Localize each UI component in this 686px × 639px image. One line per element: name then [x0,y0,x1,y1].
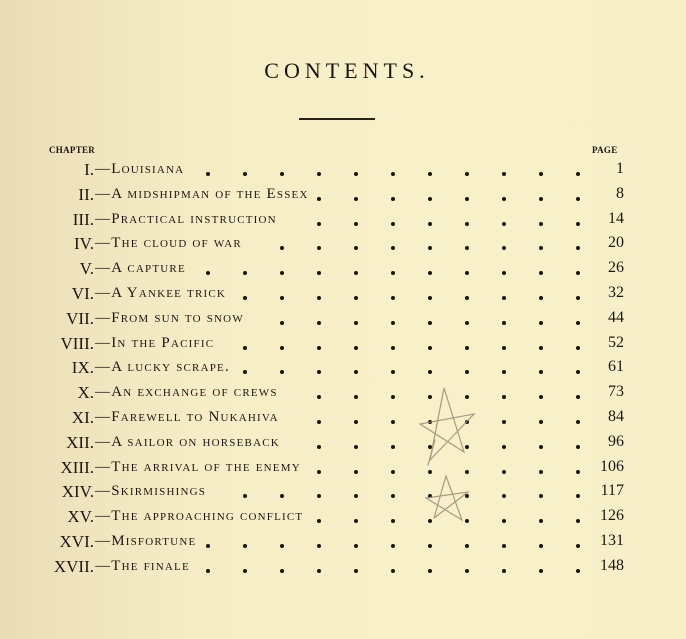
leader-dot [280,569,284,573]
leader-dot [280,494,284,498]
leader-dot [576,296,580,300]
chapter-numeral: IV. [74,234,94,254]
leader-dot [354,494,358,498]
chapter-column-header: CHAPTER [49,145,96,155]
leader-dot [317,271,321,275]
leader-dot [317,346,321,350]
chapter-page-number: 96 [608,432,624,450]
leader-dot [391,370,395,374]
leader-dot [317,321,321,325]
leader-dot [539,172,543,176]
leader-dot [576,197,580,201]
leader-dot [576,544,580,548]
leader-dot [576,420,580,424]
toc-entry [0,334,686,358]
chapter-page-number: 44 [608,308,624,326]
chapter-page-number: 14 [608,209,624,227]
leader-dot [502,321,506,325]
leader-dot [502,197,506,201]
leader-dot [539,519,543,523]
toc-entry [0,458,686,482]
leader-dot [502,544,506,548]
leader-dot [354,470,358,474]
chapter-title: —A lucky scrape. [95,359,230,376]
leader-dot [465,246,469,250]
title-rule-divider [299,118,375,120]
chapter-numeral: XIV. [61,482,94,502]
leader-dot [243,172,247,176]
leader-dot [317,246,321,250]
leader-dot [539,321,543,325]
chapter-title: —A Yankee trick [95,285,227,301]
leader-dot [243,346,247,350]
leader-dot [576,246,580,250]
chapter-page-number: 148 [600,556,624,574]
leader-dot [576,321,580,325]
toc-entry [0,185,686,209]
chapter-title: —A sailor on horseback [95,433,280,450]
leader-dot [539,494,543,498]
toc-entry [0,358,686,382]
leader-dot [391,420,395,424]
leader-dot [428,470,432,474]
leader-dot [576,271,580,275]
leader-dot [206,544,210,548]
leader-dot [391,470,395,474]
toc-entry [0,433,686,457]
chapter-numeral: IX. [71,358,94,378]
leader-dot [391,569,395,573]
leader-dot [502,494,506,498]
page-column-header: PAGE [592,145,618,155]
leader-dot [576,494,580,498]
chapter-title: —The finale [95,557,190,574]
leader-dot [502,519,506,523]
leader-dot [354,569,358,573]
leader-dot [280,544,284,548]
leader-dot [354,346,358,350]
leader-dot [502,346,506,350]
chapter-numeral: VIII. [60,333,94,353]
leader-dot [354,296,358,300]
leader-dot [243,494,247,498]
chapter-numeral: X. [77,383,94,403]
leader-dot [317,296,321,300]
chapter-title: —The approaching conflict [95,508,304,525]
leader-dot [354,222,358,226]
leader-dot [539,370,543,374]
leader-dot [465,544,469,548]
leader-dot [502,172,506,176]
chapter-title: —Farewell to Nukahiva [95,409,279,425]
leader-dot [428,420,432,424]
chapter-page-number: 52 [608,333,624,351]
leader-dot [317,445,321,449]
leader-dot [539,395,543,399]
leader-dot [354,395,358,399]
toc-entry [0,557,686,581]
leader-dot [539,445,543,449]
chapter-page-number: 106 [600,457,624,475]
leader-dot [317,569,321,573]
leader-dot [354,519,358,523]
leader-dot [354,172,358,176]
leader-dot [391,222,395,226]
leader-dot [428,445,432,449]
leader-dot [465,346,469,350]
leader-dot [539,544,543,548]
leader-dot [539,470,543,474]
leader-dot [428,271,432,275]
leader-dot [428,346,432,350]
leader-dot [465,222,469,226]
leader-dot [391,321,395,325]
leader-dot [428,296,432,300]
leader-dot [354,370,358,374]
leader-dot [280,346,284,350]
toc-entry [0,532,686,556]
leader-dot [280,321,284,325]
leader-dot [465,271,469,275]
chapter-numeral: III. [72,209,94,229]
leader-dot [428,569,432,573]
leader-dot [317,222,321,226]
chapter-title: —Practical instruction [95,210,277,227]
leader-dot [539,569,543,573]
chapter-title: —An exchange of crews [95,384,278,401]
leader-dot [465,321,469,325]
chapter-page-number: 117 [600,482,624,500]
leader-dot [576,172,580,176]
leader-dot [391,519,395,523]
leader-dot [539,296,543,300]
leader-dot [539,246,543,250]
leader-dot [539,346,543,350]
leader-dot [428,197,432,201]
leader-dot [317,544,321,548]
leader-dot [576,470,580,474]
leader-dot [428,395,432,399]
toc-entry [0,482,686,506]
leader-dot [465,370,469,374]
leader-dot [428,246,432,250]
leader-dot [280,370,284,374]
leader-dot [502,370,506,374]
chapter-numeral: XIII. [60,457,94,477]
leader-dot [317,172,321,176]
chapter-page-number: 8 [616,184,624,202]
leader-dot [280,296,284,300]
chapter-numeral: XV. [67,507,94,527]
leader-dot [243,271,247,275]
chapter-page-number: 20 [608,234,624,252]
leader-dot [502,271,506,275]
leader-dot [576,395,580,399]
leader-dot [354,271,358,275]
leader-dot [206,172,210,176]
leader-dot [465,569,469,573]
leader-dot [317,197,321,201]
leader-dot [502,569,506,573]
leader-dot [576,519,580,523]
leader-dot [354,321,358,325]
chapter-numeral: XI. [71,408,94,427]
leader-dot [539,271,543,275]
chapter-title: —In the Pacific [95,334,215,351]
leader-dot [206,569,210,573]
leader-dot [465,494,469,498]
chapter-title: —Misfortune [95,533,197,549]
leader-dot [317,519,321,523]
chapter-numeral: I. [84,160,94,179]
leader-dot [465,197,469,201]
leader-dot [502,296,506,300]
toc-entry [0,507,686,531]
chapter-title: —Louisiana [95,161,185,177]
chapter-numeral: VI. [71,284,94,303]
leader-dot [576,445,580,449]
leader-dot [465,420,469,424]
chapter-numeral: VII. [66,308,94,328]
toc-entry [0,234,686,258]
chapter-page-number: 61 [608,358,624,376]
chapter-page-number: 131 [600,532,624,549]
leader-dot [280,172,284,176]
leader-dot [317,370,321,374]
leader-dot [539,222,543,226]
chapter-title: —A midshipman of the Essex [95,185,309,202]
chapter-page-number: 26 [608,259,624,277]
leader-dot [317,395,321,399]
leader-dot [391,197,395,201]
leader-dot [243,370,247,374]
leader-dot [428,370,432,374]
chapter-numeral: II. [78,184,94,204]
chapter-title: —From sun to snow [95,309,244,326]
chapter-page-number: 84 [608,408,624,425]
leader-dot [428,222,432,226]
toc-entry [0,383,686,407]
leader-dot [502,246,506,250]
chapter-numeral: XII. [66,432,94,452]
chapter-title: —A capture [95,260,186,277]
leader-dot [354,197,358,201]
leader-dot [391,246,395,250]
leader-dot [576,222,580,226]
leader-dot [502,395,506,399]
leader-dot [502,222,506,226]
leader-dot [317,420,321,424]
leader-dot [502,420,506,424]
leader-dot [354,246,358,250]
leader-dot [317,494,321,498]
leader-dot [465,395,469,399]
toc-entry [0,210,686,234]
chapter-numeral: XVII. [53,556,94,576]
chapter-page-number: 1 [616,160,624,177]
leader-dot [428,172,432,176]
toc-entry [0,284,686,308]
chapter-page-number: 32 [608,284,624,301]
leader-dot [539,197,543,201]
leader-dot [465,296,469,300]
leader-dot [317,470,321,474]
leader-dot [539,420,543,424]
leader-dot [243,296,247,300]
leader-dot [502,470,506,474]
leader-dot [502,445,506,449]
chapter-title: —The cloud of war [95,235,242,252]
leader-dot [391,172,395,176]
leader-dot [576,346,580,350]
chapter-numeral: XVI. [59,532,94,551]
chapter-numeral: V. [79,259,94,279]
leader-dot [428,544,432,548]
toc-entry [0,309,686,333]
leader-dot [428,321,432,325]
leader-dot [428,519,432,523]
chapter-title: —Skirmishings [95,483,207,500]
leader-dot [465,470,469,474]
leader-dot [391,395,395,399]
chapter-title: —The arrival of the enemy [95,458,301,475]
leader-dot [354,420,358,424]
leader-dot [206,271,210,275]
chapter-page-number: 73 [608,383,624,401]
leader-dot [465,172,469,176]
leader-dot [391,296,395,300]
leader-dot [243,569,247,573]
toc-entry [0,408,686,432]
toc-entry [0,259,686,283]
leader-dot [428,494,432,498]
chapter-page-number: 126 [600,507,624,525]
leader-dot [354,544,358,548]
leader-dot [280,271,284,275]
leader-dot [391,271,395,275]
page-title: CONTENTS. [264,58,430,83]
toc-entry [0,160,686,184]
leader-dot [576,569,580,573]
leader-dot [391,494,395,498]
leader-dot [243,544,247,548]
leader-dot [391,544,395,548]
leader-dot [465,445,469,449]
leader-dot [354,445,358,449]
leader-dot [391,346,395,350]
leader-dot [465,519,469,523]
leader-dot [391,445,395,449]
leader-dot [280,246,284,250]
leader-dot [576,370,580,374]
